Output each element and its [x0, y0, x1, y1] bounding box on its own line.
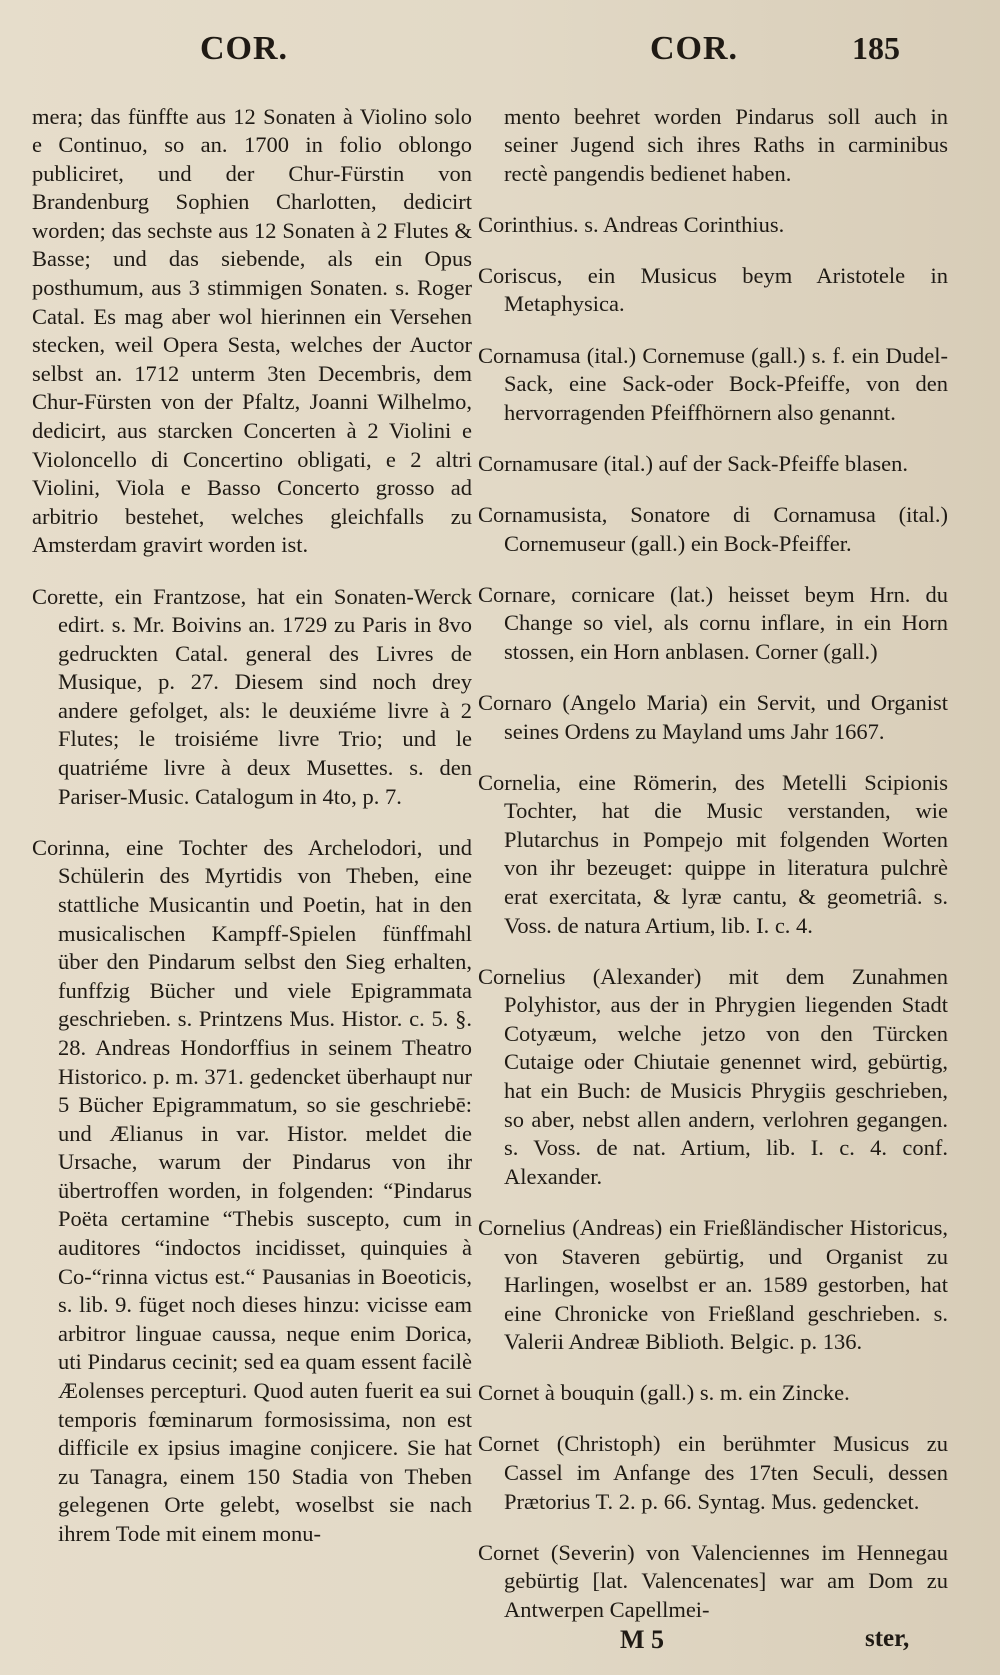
entry-cornamusare: Cornamusare (ital.) auf der Sack-Pfeiffe blasen.: [478, 450, 909, 476]
entry-cornet-a-bouquin: Cornet à bouquin (gall.) s. m. ein Zincke.: [478, 1380, 850, 1406]
right-column: [478, 80, 948, 1639]
entry-coriscus: Coriscus, ein Musicus beym Aristotele in Metaphysica.: [478, 262, 948, 317]
signature-mark: M 5: [620, 1625, 665, 1654]
entry-continuation: mento beehret worden Pindarus soll auch in seiner Jugend sich ihres Raths in carminibus rectè pangendis bedienet haben.: [504, 103, 948, 186]
entry-continuation: mera; das fünffte aus 12 Sonaten à Violino solo e Continuo, so an. 1700 in folio oblongo publiciret, und der Chur-Fürstin von Brandenburg Sophien Charlotten, dedicirt worden; das sechste aus 12 Sonaten à 2 Flutes & Basse; und das siebende, als ein Opus posthumum, aus 3 stimmigen Sonaten. s. Roger Catal. Es mag aber wol hierinnen ein Versehen stecken, weil Opera Sesta, welches der Auctor selbst an. 1712 unterm 3ten Decembris, dem Chur-Fürsten von der Pfaltz, Joanni Wilhelmo, dedicirt, aus starcken Concerten à 2 Violini e Violoncello di Concertino obligati, e 2 altri Violini, Viola e Basso Concerto grosso ad arbitrio bestehet, welches gleichfalls zu Amsterdam gravirt worden ist.: [32, 103, 472, 558]
left-column: [32, 80, 472, 1559]
entry-cornamusa: Cornamusa (ital.) Cornemuse (gall.) s. f. ein Dudel-Sack, eine Sack-oder Bock-Pfeiffe, von den hervorragenden Pfeiffhörnern also genannt.: [478, 342, 948, 425]
entry-cornare: Cornare, cornicare (lat.) heisset beym Hrn. du Change so viel, als cornu inflare, in ein Horn stossen, ein Horn anblasen. Corner (gall.): [478, 581, 948, 664]
entry-cornet-severin: Cornet (Severin) von Valenciennes im Hennegau gebürtig [lat. Valencenates] war am Dom zu Antwerpen Capellmei-: [478, 1539, 948, 1622]
entry-corinthius: Corinthius. s. Andreas Corinthius.: [478, 211, 785, 237]
entry-corinna: Corinna, eine Tochter des Archelodori, und Schülerin des Myrtidis von Theben, eine stattliche Musicantin und Poetin, hat in den musicalischen Kampff-Spielen fünffmahl über den Pindarum selbst den Sieg erhalten, funffzig Bücher und viele Epigrammata geschrieben. s. Printzens Mus. Histor. c. 5. §. 28. Andreas Hondorffius in seinem Theatro Historico. p. m. 371. gedencket überhaupt nur 5 Bücher Epigrammatum, so sie geschriebē: und Ælianus in var. Histor. meldet die Ursache, warum der Pindarus von ihr übertroffen worden, in folgenden: “Pindarus Poëta certamine “Thebis suscepto, cum in auditores “indoctos incidisset, quinquies à Co-“rinna victus est.“ Pausanias in Boeoticis, s. lib. 9. füget noch dieses hinzu: vicisse eam arbitror linguae caussa, neque enim Dorica, uti Pindarus cecinit; sed ea quam essent facilè Æolenses percepturi. Quod auten fuerit ea sui temporis fœminarum formosissima, non est difficile ex ipsius imagine conjicere. Sie hat zu Tanagra, einem 150 Stadia von Theben gelegenen Orte gelebt, woselbst sie nach ihrem Tode mit einem monu-: [32, 834, 472, 1546]
running-head-right: COR.: [650, 30, 739, 67]
page-number: 185: [852, 30, 900, 66]
entry-cornelius-alexander: Cornelius (Alexander) mit dem Zunahmen Polyhistor, aus der in Phrygien liegenden Stadt Cotyæum, welche jetzo von den Türcken Cutaige oder Chiutaie genennet wird, gebürtig, hat ein Buch: de Musicis Phrygiis geschrieben, so aber, nebst allen andern, verlohren gegangen. s. Voss. de nat. Artium, lib. I. c. 4. conf. Alexander.: [478, 963, 948, 1189]
entry-cornet-christoph: Cornet (Christoph) ein berühmter Musicus zu Cassel im Anfange des 17ten Seculi, dessen Prætorius T. 2. p. 66. Syntag. Mus. gedencket.: [478, 1431, 948, 1514]
entry-cornaro: Cornaro (Angelo Maria) ein Servit, und Organist seines Ordens zu Mayland ums Jahr 1667.: [478, 689, 948, 744]
running-head: [0, 30, 1000, 70]
running-head-left: COR.: [200, 30, 289, 67]
entry-cornamusista: Cornamusista, Sonatore di Cornamusa (ital.) Cornemuseur (gall.) ein Bock-Pfeiffer.: [478, 501, 948, 556]
entry-cornelius-andreas: Cornelius (Andreas) ein Frießländischer Historicus, von Staveren gebürtig, und Organist zu Harlingen, woselbst er an. 1589 gestorben, hat eine Chronicke von Frießland geschrieben. s. Valerii Andreæ Biblioth. Belgic. p. 136.: [478, 1214, 948, 1355]
entry-corette: Corette, ein Frantzose, hat ein Sonaten-Werck edirt. s. Mr. Boivins an. 1729 zu Paris in 8vo gedruckten Catal. general des Livres de Musique, p. 27. Diesem sind noch drey andere gefolget, als: le deuxiéme livre à 2 Flutes; le troisiéme livre Trio; und le quatriéme livre à deux Musettes. s. den Pariser-Music. Catalogum in 4to, p. 7.: [32, 583, 472, 809]
entry-cornelia: Cornelia, eine Römerin, des Metelli Scipionis Tochter, hat die Music verstanden, wie Plutarchus in Pompejo mit folgenden Worten von ihr bezeuget: quippe in literatura pulchrè erat exercitata, & lyræ cantu, & geometriâ. s. Voss. de natura Artium, lib. I. c. 4.: [478, 769, 948, 938]
catchword: ster,: [865, 1625, 910, 1652]
